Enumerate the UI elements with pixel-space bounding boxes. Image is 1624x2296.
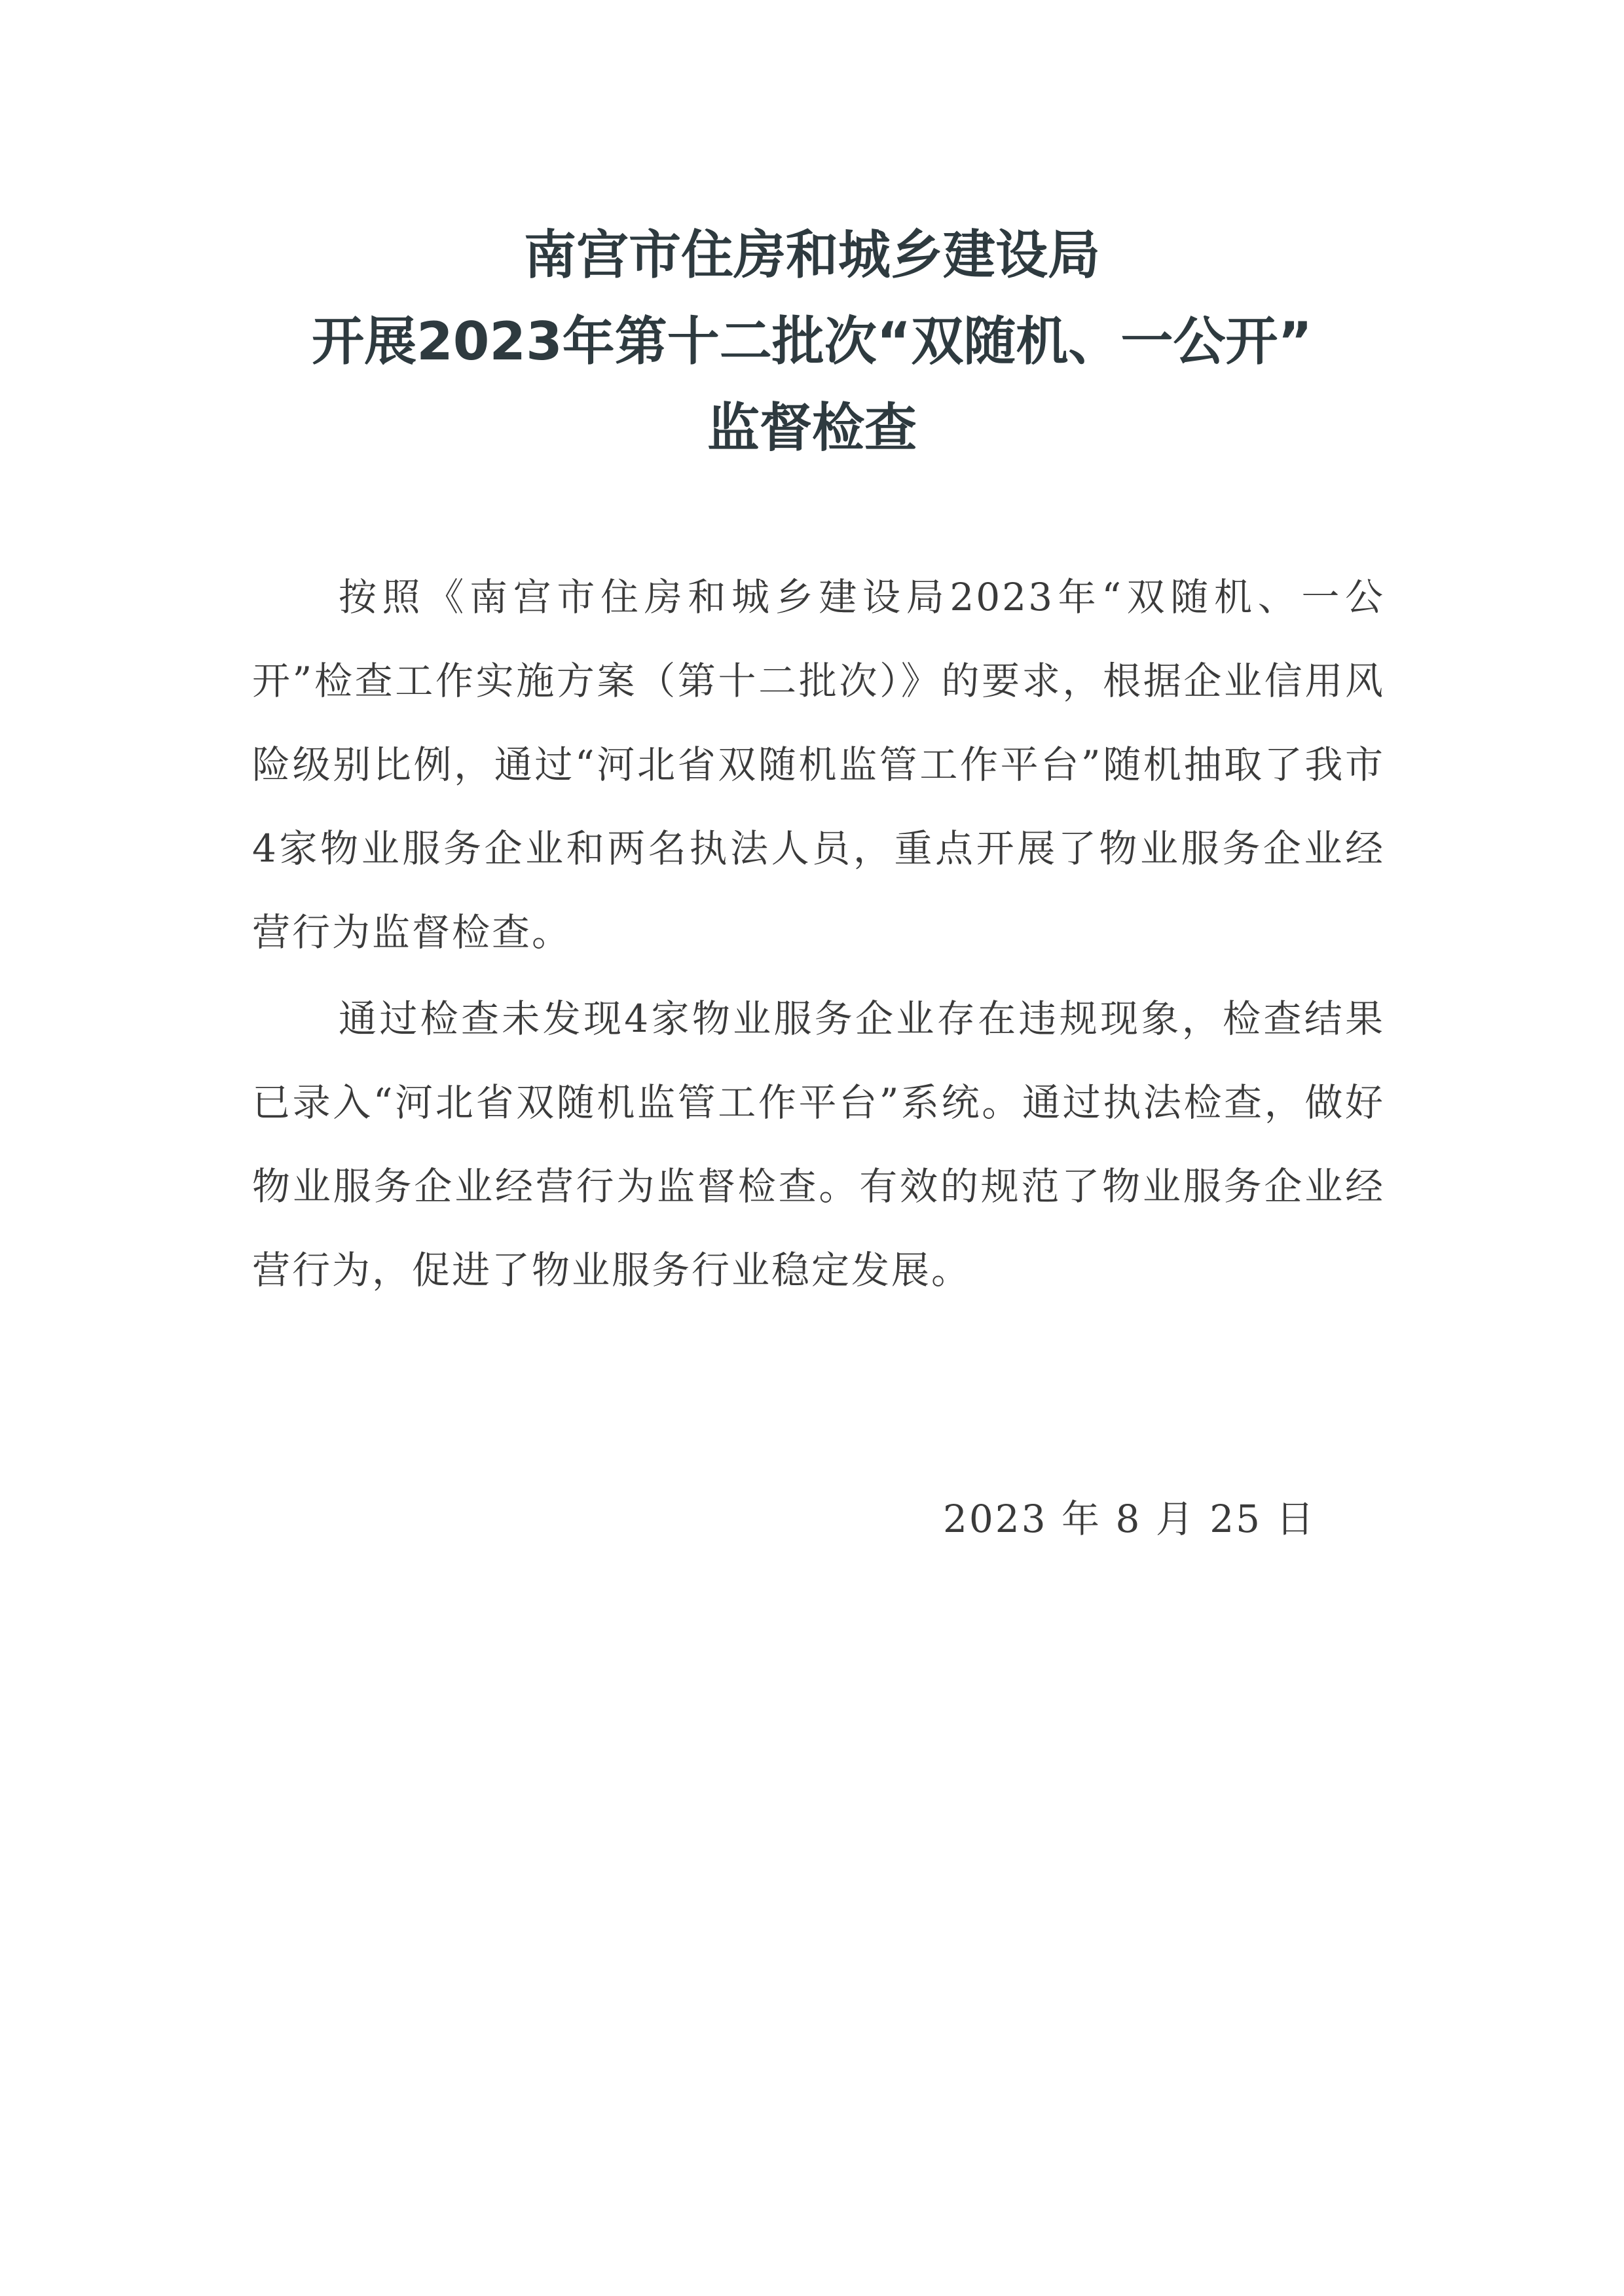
body-paragraph-1: 按照《南宫市住房和城乡建设局2023年“双随机、一公开”检查工作实施方案（第十二批次）》的要求，根据企业信用风险级别比例，通过“河北省双随机监管工作平台”随机抽取了我市4家物业服务企业和两名执法人员，重点开展了物业服务企业经营行为监督检查。 <box>252 575 1385 955</box>
body-paragraph-2: 通过检查未发现4家物业服务企业存在违规现象，检查结果已录入“河北省双随机监管工作平台”系统。通过执法检查，做好物业服务企业经营行为监督检查。有效的规范了物业服务企业经营行为，促进了物业服务行业稳定发展。 <box>252 996 1385 1292</box>
document-title-line-1: 南宫市住房和城乡建设局 <box>524 225 1100 285</box>
document-date: 2023 年 8 月 25 日 <box>943 1497 1316 1541</box>
document-title-line-2: 开展2023年第十二批次“双随机、一公开” <box>312 311 1312 372</box>
document-title-line-3: 监督检查 <box>707 397 917 458</box>
